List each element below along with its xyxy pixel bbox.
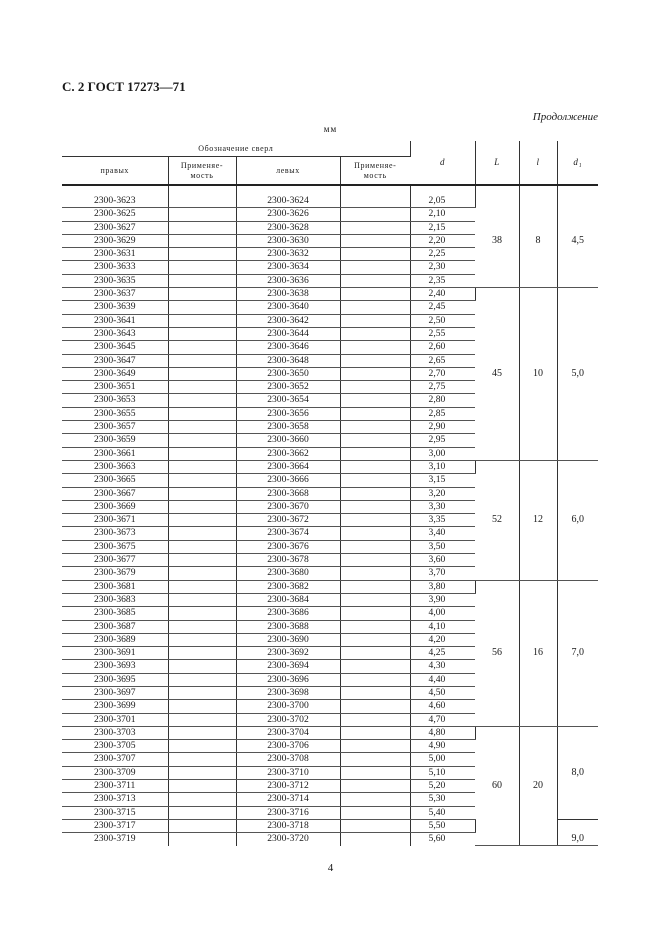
cell-applic-left [340, 234, 410, 247]
cell-d: 2,85 [410, 407, 475, 420]
cell-applic-left [340, 288, 410, 301]
cell-left-designation: 2300-3720 [236, 833, 340, 846]
cell-right-designation: 2300-3625 [62, 208, 168, 221]
cell-right-designation: 2300-3681 [62, 580, 168, 593]
cell-right-designation: 2300-3707 [62, 753, 168, 766]
cell-applic-left [340, 540, 410, 553]
cell-L: 38 [475, 195, 519, 288]
cell-left-designation: 2300-3660 [236, 434, 340, 447]
cell-d: 3,40 [410, 527, 475, 540]
cell-l: 12 [519, 460, 557, 580]
col-header-left: левых [236, 157, 340, 186]
cell-applic-left [340, 487, 410, 500]
cell-applic-right [168, 780, 236, 793]
cell-d: 4,40 [410, 673, 475, 686]
cell-left-designation: 2300-3630 [236, 234, 340, 247]
cell-applic-left [340, 620, 410, 633]
designation-group-header: Обозначение сверл [62, 141, 410, 157]
cell-applic-right [168, 806, 236, 819]
cell-applic-left [340, 593, 410, 606]
cell-right-designation: 2300-3629 [62, 234, 168, 247]
cell-L: 56 [475, 580, 519, 726]
cell-right-designation: 2300-3693 [62, 660, 168, 673]
cell-d1: 9,0 [557, 819, 598, 845]
page-header: С. 2 ГОСТ 17273—71 [62, 79, 186, 94]
cell-left-designation: 2300-3636 [236, 274, 340, 287]
cell-left-designation: 2300-3688 [236, 620, 340, 633]
cell-left-designation: 2300-3684 [236, 593, 340, 606]
cell-right-designation: 2300-3711 [62, 780, 168, 793]
cell-d: 2,25 [410, 248, 475, 261]
cell-d: 3,90 [410, 593, 475, 606]
cell-d: 5,10 [410, 766, 475, 779]
cell-d: 2,50 [410, 314, 475, 327]
cell-d: 5,50 [410, 819, 475, 832]
table-row [62, 195, 598, 208]
cell-applic-right [168, 421, 236, 434]
cell-right-designation: 2300-3701 [62, 713, 168, 726]
cell-applic-left [340, 793, 410, 806]
cell-d: 3,50 [410, 540, 475, 553]
cell-left-designation: 2300-3712 [236, 780, 340, 793]
cell-d: 4,00 [410, 607, 475, 620]
cell-applic-left [340, 673, 410, 686]
cell-applic-left [340, 381, 410, 394]
cell-d: 5,60 [428, 833, 446, 845]
cell-left-designation: 2300-3696 [236, 673, 340, 686]
cell-applic-left [340, 248, 410, 261]
cell-d: 4,90 [410, 740, 475, 753]
cell-d: 4,20 [410, 633, 475, 646]
cell-applic-left [340, 527, 410, 540]
cell-d: 2,20 [410, 234, 475, 247]
cell-d: 4,10 [410, 620, 475, 633]
cell-d1: 8,0 [557, 726, 598, 819]
cell-left-designation: 2300-3632 [236, 248, 340, 261]
cell-d1: 5,0 [557, 288, 598, 461]
cell-l: 10 [519, 288, 557, 461]
cell-d: 5,20 [410, 780, 475, 793]
cell-applic-left [340, 434, 410, 447]
cell-right-designation: 2300-3709 [62, 766, 168, 779]
cell-right-designation: 2300-3715 [62, 806, 168, 819]
cell-applic-right [168, 660, 236, 673]
cell-left-designation: 2300-3642 [236, 314, 340, 327]
cell-left-designation: 2300-3638 [236, 288, 340, 301]
cell-left-designation: 2300-3682 [236, 580, 340, 593]
cell-applic-right [168, 554, 236, 567]
table-row [62, 580, 598, 593]
cell-applic-right [168, 407, 236, 420]
cell-applic-left [340, 740, 410, 753]
cell-d: 2,70 [410, 367, 475, 380]
cell-d: 3,80 [410, 580, 475, 593]
cell-d1: 4,5 [557, 195, 598, 288]
cell-right-designation: 2300-3639 [62, 301, 168, 314]
cell-applic-right [168, 381, 236, 394]
cell-d: 2,80 [410, 394, 475, 407]
col-header-d1: d₁ [557, 141, 598, 185]
cell-right-designation: 2300-3657 [62, 421, 168, 434]
cell-applic-right [168, 700, 236, 713]
cell-applic-left [340, 301, 410, 314]
cell-right-designation: 2300-3637 [62, 288, 168, 301]
cell-left-designation: 2300-3646 [236, 341, 340, 354]
cell-left-designation: 2300-3626 [236, 208, 340, 221]
cell-applic-left [340, 195, 410, 208]
units-label: мм [323, 124, 338, 134]
col-header-applic-right: Применяе- мость [168, 157, 236, 186]
cell-applic-left [340, 766, 410, 779]
cell-applic-right [168, 208, 236, 221]
cell-right-designation: 2300-3669 [62, 500, 168, 513]
cell-applic-left [340, 514, 410, 527]
cell-d: 5,00 [410, 753, 475, 766]
cell-applic-right [168, 234, 236, 247]
cell-left-designation: 2300-3676 [236, 540, 340, 553]
cell-d: 4,60 [410, 700, 475, 713]
cell-applic-right [168, 620, 236, 633]
cell-left-designation: 2300-3652 [236, 381, 340, 394]
col-header-l: l [519, 141, 557, 185]
cell-d: 3,15 [410, 474, 475, 487]
cell-applic-left [340, 474, 410, 487]
cell-applic-left [340, 806, 410, 819]
cell-left-designation: 2300-3692 [236, 647, 340, 660]
cell-right-designation: 2300-3719 [62, 833, 168, 846]
cell-applic-right [168, 647, 236, 660]
cell-L: 60 [475, 726, 519, 845]
cell-d: 2,65 [410, 354, 475, 367]
cell-applic-right [168, 527, 236, 540]
cell-applic-left [340, 221, 410, 234]
cell-applic-left [340, 660, 410, 673]
cell-right-designation: 2300-3631 [62, 248, 168, 261]
cell-applic-right [168, 274, 236, 287]
cell-applic-right [168, 819, 236, 832]
cell-left-designation: 2300-3644 [236, 327, 340, 340]
cell-d: 2,45 [410, 301, 475, 314]
cell-right-designation: 2300-3653 [62, 394, 168, 407]
cell-left-designation: 2300-3704 [236, 726, 340, 739]
col-header-d: d [410, 141, 475, 185]
cell-right-designation: 2300-3705 [62, 740, 168, 753]
cell-applic-right [168, 740, 236, 753]
cell-left-designation: 2300-3718 [236, 819, 340, 832]
cell-left-designation: 2300-3624 [236, 195, 340, 208]
cell-d1: 7,0 [557, 580, 598, 726]
cell-applic-left [340, 554, 410, 567]
cell-applic-left [340, 314, 410, 327]
cell-l: 20 [519, 726, 557, 845]
cell-applic-left [340, 447, 410, 460]
cell-applic-left [340, 500, 410, 513]
cell-d: 4,25 [410, 647, 475, 660]
cell-applic-right [168, 288, 236, 301]
cell-right-designation: 2300-3667 [62, 487, 168, 500]
cell-applic-right [168, 500, 236, 513]
cell-applic-left [340, 354, 410, 367]
cell-right-designation: 2300-3645 [62, 341, 168, 354]
cell-applic-right [168, 314, 236, 327]
cell-left-designation: 2300-3694 [236, 660, 340, 673]
cell-right-designation: 2300-3627 [62, 221, 168, 234]
cell-left-designation: 2300-3670 [236, 500, 340, 513]
cell-applic-right [168, 195, 236, 208]
cell-d1: 6,0 [557, 460, 598, 580]
cell-left-designation: 2300-3706 [236, 740, 340, 753]
col-header-L: L [475, 141, 519, 185]
cell-right-designation: 2300-3699 [62, 700, 168, 713]
cell-applic-left [340, 686, 410, 699]
cell-applic-left [340, 208, 410, 221]
cell-applic-left [340, 421, 410, 434]
cell-applic-right [168, 367, 236, 380]
cell-applic-left [340, 633, 410, 646]
cell-applic-right [168, 474, 236, 487]
cell-applic-left [340, 753, 410, 766]
table-row [62, 460, 598, 473]
cell-right-designation: 2300-3659 [62, 434, 168, 447]
cell-applic-left [340, 700, 410, 713]
cell-applic-left [340, 407, 410, 420]
cell-applic-left [340, 341, 410, 354]
cell-d: 2,15 [410, 221, 475, 234]
cell-right-designation: 2300-3689 [62, 633, 168, 646]
cell-left-designation: 2300-3648 [236, 354, 340, 367]
cell-right-designation: 2300-3703 [62, 726, 168, 739]
cell-right-designation: 2300-3717 [62, 819, 168, 832]
cell-applic-right [168, 633, 236, 646]
cell-d: 3,35 [410, 514, 475, 527]
col-header-right: правых [62, 157, 168, 186]
table-row [62, 726, 598, 739]
col-header-applic-left: Применяе- мость [354, 161, 397, 180]
continuation-label: Продолжение [532, 111, 598, 123]
cell-d: 2,75 [410, 381, 475, 394]
cell-applic-right [168, 487, 236, 500]
cell-d: 4,70 [410, 713, 475, 726]
cell-applic-right [168, 248, 236, 261]
cell-applic-right [168, 341, 236, 354]
cell-applic-left [340, 726, 410, 739]
cell-left-designation: 2300-3650 [236, 367, 340, 380]
cell-l: 16 [519, 580, 557, 726]
cell-applic-right [168, 567, 236, 580]
cell-applic-right [168, 460, 236, 473]
cell-applic-right [168, 686, 236, 699]
cell-applic-right [168, 221, 236, 234]
cell-right-designation: 2300-3687 [62, 620, 168, 633]
cell-left-designation: 2300-3656 [236, 407, 340, 420]
cell-right-designation: 2300-3647 [62, 354, 168, 367]
cell-left-designation: 2300-3678 [236, 554, 340, 567]
cell-right-designation: 2300-3641 [62, 314, 168, 327]
cell-left-designation: 2300-3700 [236, 700, 340, 713]
cell-d: 4,30 [410, 660, 475, 673]
cell-applic-left [340, 607, 410, 620]
cell-applic-left [340, 567, 410, 580]
cell-applic-right [168, 607, 236, 620]
cell-applic-right [168, 833, 236, 846]
cell-d: 3,30 [410, 500, 475, 513]
cell-left-designation: 2300-3698 [236, 686, 340, 699]
cell-d: 3,70 [410, 567, 475, 580]
cell-applic-right [168, 394, 236, 407]
cell-applic-left [340, 819, 410, 832]
cell-right-designation: 2300-3691 [62, 647, 168, 660]
cell-right-designation: 2300-3655 [62, 407, 168, 420]
cell-applic-right [168, 354, 236, 367]
cell-applic-right [168, 514, 236, 527]
cell-applic-right [168, 726, 236, 739]
cell-left-designation: 2300-3702 [236, 713, 340, 726]
cell-applic-left [340, 394, 410, 407]
cell-applic-right [168, 540, 236, 553]
cell-left-designation: 2300-3662 [236, 447, 340, 460]
cell-left-designation: 2300-3654 [236, 394, 340, 407]
cell-left-designation: 2300-3686 [236, 607, 340, 620]
cell-left-designation: 2300-3658 [236, 421, 340, 434]
cell-applic-right [168, 434, 236, 447]
cell-d: 2,05 [410, 195, 475, 208]
cell-left-designation: 2300-3680 [236, 567, 340, 580]
cell-right-designation: 2300-3633 [62, 261, 168, 274]
cell-applic-right [168, 447, 236, 460]
cell-left-designation: 2300-3634 [236, 261, 340, 274]
cell-d: 2,95 [410, 434, 475, 447]
cell-d: 5,40 [410, 806, 475, 819]
cell-d: 2,35 [410, 274, 475, 287]
cell-right-designation: 2300-3643 [62, 327, 168, 340]
cell-applic-right [168, 580, 236, 593]
cell-d: 3,60 [410, 554, 475, 567]
cell-left-designation: 2300-3716 [236, 806, 340, 819]
cell-applic-left [340, 460, 410, 473]
cell-right-designation: 2300-3673 [62, 527, 168, 540]
cell-d: 2,10 [410, 208, 475, 221]
cell-d: 3,20 [410, 487, 475, 500]
cell-right-designation: 2300-3623 [62, 195, 168, 208]
cell-applic-right [168, 753, 236, 766]
cell-left-designation: 2300-3664 [236, 460, 340, 473]
cell-applic-left [340, 367, 410, 380]
cell-applic-left [340, 580, 410, 593]
cell-left-designation: 2300-3628 [236, 221, 340, 234]
cell-applic-left [340, 261, 410, 274]
cell-left-designation: 2300-3710 [236, 766, 340, 779]
cell-right-designation: 2300-3651 [62, 381, 168, 394]
cell-right-designation: 2300-3649 [62, 367, 168, 380]
cell-d: 5,30 [410, 793, 475, 806]
page-number: 4 [327, 862, 334, 874]
cell-left-designation: 2300-3674 [236, 527, 340, 540]
cell-applic-right [168, 673, 236, 686]
cell-applic-left [340, 780, 410, 793]
cell-L: 52 [475, 460, 519, 580]
cell-applic-right [168, 301, 236, 314]
cell-L: 45 [475, 288, 519, 461]
cell-d: 2,60 [410, 341, 475, 354]
cell-right-designation: 2300-3685 [62, 607, 168, 620]
cell-applic-right [168, 766, 236, 779]
cell-d: 4,80 [410, 726, 475, 739]
cell-applic-right [168, 793, 236, 806]
cell-d: 3,00 [410, 447, 475, 460]
cell-right-designation: 2300-3671 [62, 514, 168, 527]
cell-left-designation: 2300-3640 [236, 301, 340, 314]
cell-d: 2,90 [410, 421, 475, 434]
cell-right-designation: 2300-3663 [62, 460, 168, 473]
cell-left-designation: 2300-3668 [236, 487, 340, 500]
cell-applic-right [168, 327, 236, 340]
cell-right-designation: 2300-3661 [62, 447, 168, 460]
cell-applic-left [340, 713, 410, 726]
cell-applic-right [168, 593, 236, 606]
cell-d: 4,50 [410, 686, 475, 699]
cell-left-designation: 2300-3690 [236, 633, 340, 646]
cell-d: 2,30 [410, 261, 475, 274]
cell-applic-right [168, 261, 236, 274]
drill-spec-table [62, 141, 598, 846]
cell-applic-left [340, 833, 410, 846]
cell-right-designation: 2300-3677 [62, 554, 168, 567]
table-body [62, 195, 598, 846]
cell-left-designation: 2300-3708 [236, 753, 340, 766]
cell-applic-left [340, 327, 410, 340]
cell-right-designation: 2300-3675 [62, 540, 168, 553]
cell-right-designation: 2300-3697 [62, 686, 168, 699]
cell-l: 8 [519, 195, 557, 288]
cell-d: 3,10 [410, 460, 475, 473]
cell-d: 2,55 [410, 327, 475, 340]
cell-applic-left [340, 274, 410, 287]
cell-right-designation: 2300-3683 [62, 593, 168, 606]
cell-right-designation: 2300-3713 [62, 793, 168, 806]
cell-right-designation: 2300-3695 [62, 673, 168, 686]
table-row [62, 288, 598, 301]
cell-applic-right [168, 713, 236, 726]
cell-right-designation: 2300-3635 [62, 274, 168, 287]
cell-applic-left [340, 647, 410, 660]
cell-right-designation: 2300-3665 [62, 474, 168, 487]
cell-d: 2,40 [410, 288, 475, 301]
cell-right-designation: 2300-3679 [62, 567, 168, 580]
cell-left-designation: 2300-3666 [236, 474, 340, 487]
cell-left-designation: 2300-3714 [236, 793, 340, 806]
cell-left-designation: 2300-3672 [236, 514, 340, 527]
